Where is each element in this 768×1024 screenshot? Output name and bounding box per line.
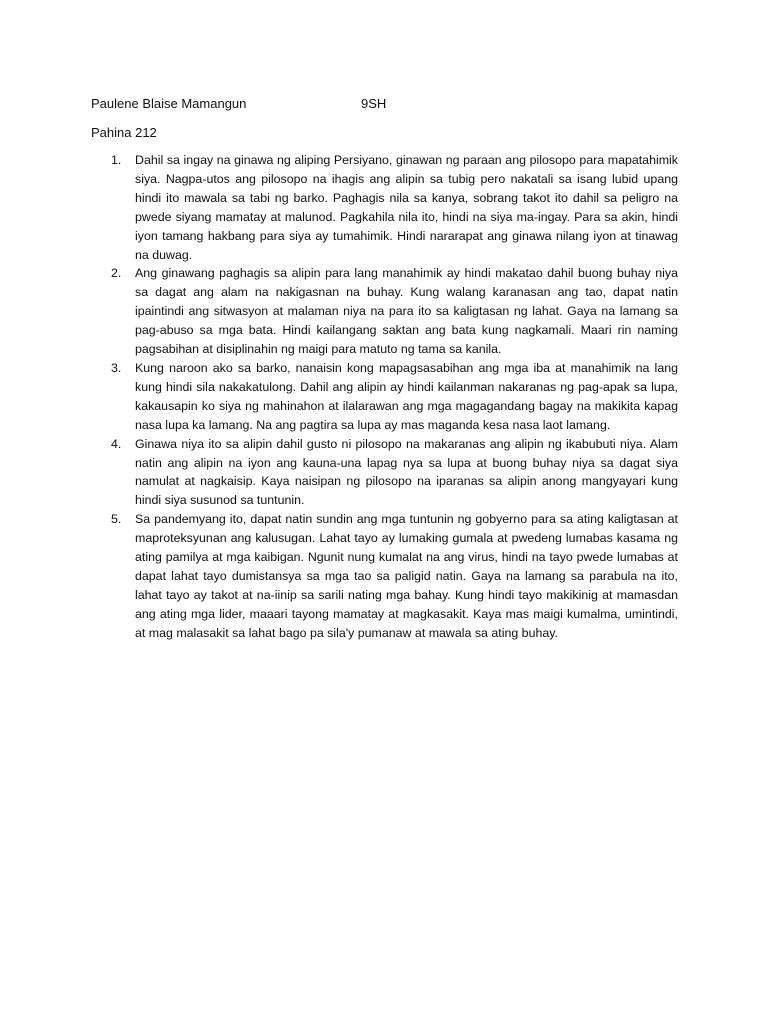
answer-number: 3. (111, 360, 122, 375)
answer-item (91, 435, 678, 511)
answer-number: 2. (111, 266, 122, 281)
answer-text: Dahil sa ingay na ginawa ng aliping Persiyano, ginawan ng paraan ang pilosopo para mapatahimik siya. Nagpa-utos ang pilosopo na ihagis ang alipin sa tubig pero nakatali sa isang lubid upang hindi ito mawala sa tabi ng barko. Paghagis nila sa kanya, sobrang takot ito dahil sa peligro na pwede siyang mamatay at malunod. Pagkahila nila ito, hindi na siya ma-ingay. Para sa akin, hindi iyon tamang hakbang para siya ay tumahimik. Hindi nararapat ang ginawa nilang iyon at tinawag na duwag. (135, 153, 678, 262)
section-code: 9SH (361, 96, 387, 111)
answer-text: Ang ginawang paghagis sa alipin para lang manahimik ay hindi makatao dahil buong buhay niya sa dagat ang alam na nakigasnan na buhay. Kung walang karanasan ang tao, dapat natin ipaintindi ang sitwasyon at malaman niya na para ito sa kaligtasan ng lahat. Gaya na lamang sa pag-abuso sa mga bata. Hindi kailangang saktan ang bata kung nagkamali. Maari rin naming pagsabihan at disiplinahin ng maigi para matuto ng tama sa kanila. (135, 266, 678, 357)
answer-item (91, 151, 678, 264)
answer-number: 4. (111, 436, 122, 451)
answer-item (91, 264, 678, 359)
document-header (91, 94, 691, 114)
answer-text: Kung naroon ako sa barko, nanaisin kong mapagsasabihan ang mga iba at manahimik na lang kung hindi sila nakakatulong. Dahil ang alipin ay hindi kailanman nakaranas ng pag-apak sa lupa, kakausapin ko siya ng mahinahon at ilalarawan ang mga magagandang bagay na makikita kapag nasa lupa ka lamang. Na ang pagtira sa lupa ay mas maganda kesa nasa laot lamang. (135, 360, 678, 432)
answer-item (91, 510, 678, 642)
answer-text: Ginawa niya ito sa alipin dahil gusto ni pilosopo na makaranas ang alipin ng ikabubuti niya. Alam natin ang alipin na iyon ang kauna-una lapag nya sa lupa at buong buhay niya sa dagat siya namulat at nagkaisip. Kaya naisipan ng pilosopo na iparanas sa alipin anong mangyayari kung hindi siya susunod sa tuntunin. (135, 436, 678, 508)
answer-text: Sa pandemyang ito, dapat natin sundin ang mga tuntunin ng gobyerno para sa ating kaligtasan at maproteksyunan ang kalusugan. Lahat tayo ay lumaking gumala at pwedeng lumabas kasama ng ating pamilya at mga kaibigan. Ngunit nung kumalat na ang virus, hindi na tayo pwede lumabas at dapat lahat tayo dumistansya sa mga tao sa paligid natin. Gaya na lamang sa parabula na ito, lahat tayo ay takot at na-iinip sa sarili nating mga bahay. Kung hindi tayo makikinig at mamasdan ang ating mga lider, maaari tayong mamatay at magkasakit. Kaya mas maigi kumalma, umintindi, at mag malasakit sa lahat bago pa sila'y pumanaw at mawala sa ating buhay. (135, 512, 678, 640)
answer-number: 5. (111, 512, 122, 527)
page-reference: Pahina 212 (91, 125, 157, 140)
answer-item (91, 359, 678, 435)
author-name: Paulene Blaise Mamangun (91, 96, 247, 111)
answer-number: 1. (111, 153, 122, 167)
answer-list (91, 151, 678, 643)
